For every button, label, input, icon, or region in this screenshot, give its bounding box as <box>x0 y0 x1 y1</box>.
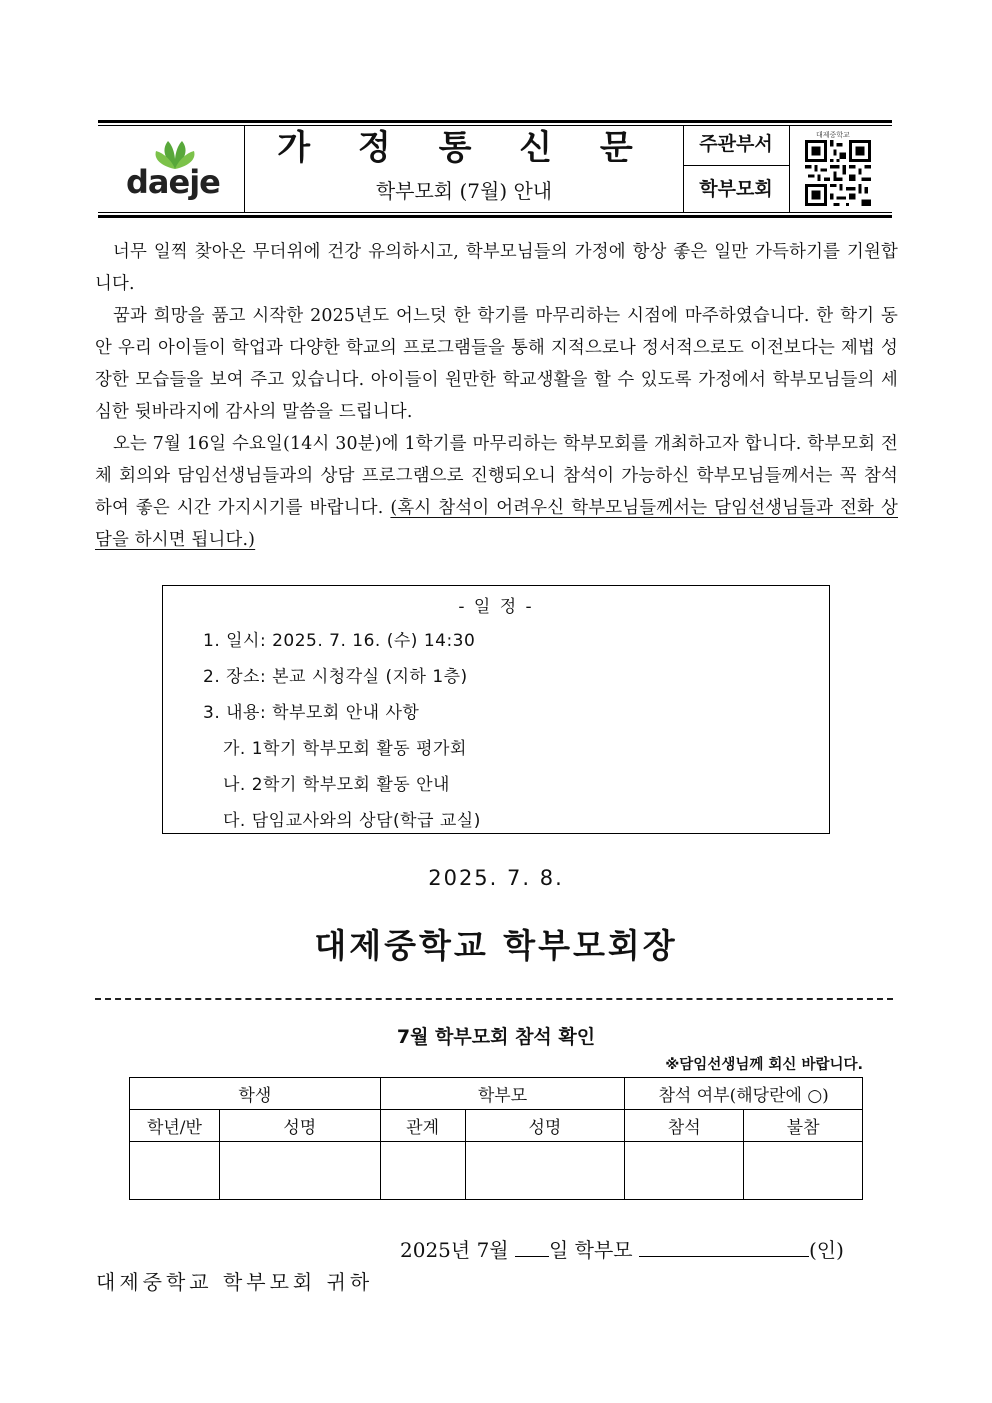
schedule-box <box>162 585 830 834</box>
cut-line <box>95 998 893 1000</box>
paragraph-semester: 꿈과 희망을 품고 시작한 2025년도 어느덧 한 학기를 마무리하는 시점에 마주하였습니다. 한 학기 동안 우리 아이들이 학업과 다양한 학교의 프로그램들을 통해 지적으로나 정서적으로도 이전보다는 제법 성장한 모습들을 보여 주고 있습니다. 아이들이 원만한 학교생활을 할 수 있도록 가정에서 학부모님들의 세심한 뒷바라지에 감사의 말씀을 드립니다. <box>95 306 898 422</box>
page-title: 가 정 통 신 문 <box>277 128 651 168</box>
schedule-subitem: 다. 담임교사와의 상담(학급 교실) <box>223 811 481 831</box>
signer: 대제중학교 학부모회장 <box>314 926 678 965</box>
schedule-title: - 일 정 - <box>458 597 534 617</box>
confirm-note: ※담임선생님께 회신 바랍니다. <box>665 1057 863 1073</box>
attendance-table <box>129 1077 863 1200</box>
dept-label: 주관부서 <box>699 133 773 155</box>
signature-line <box>400 1234 900 1263</box>
seal-mark: (인) <box>808 1238 844 1262</box>
schedule-subitem: 가. 1학기 학부모회 활동 평가회 <box>223 739 467 759</box>
schedule-subitem: 나. 2학기 학부모회 활동 안내 <box>223 775 450 795</box>
meeting-text: 오는 7월 16일 수요일(14시 30분)에 1학기를 마무리하는 학부모회를 개최하고자 합니다. 학부모회 전체 회의와 담임선생님들과의 상담 프로그램으로 진행되오니 참석이 가능하신 학부모님들께서는 꼭 참석하여 좋은 시간 가지시기를 바랍니다. <box>95 434 898 518</box>
header-bottom-border-thin <box>98 212 892 213</box>
page-subtitle: 학부모회 (7월) 안내 <box>375 179 553 203</box>
attend-field[interactable] <box>625 1142 744 1200</box>
qr-caption: 대제중학교 <box>816 131 850 139</box>
grade-class-field[interactable] <box>130 1142 220 1200</box>
phone-consult-note: (혹시 참석이 어려우신 학부모님들께서는 담임선생님들과 전화 상담을 하시면 됩니다.) <box>95 498 898 550</box>
confirm-title: 7월 학부모회 참석 확인 <box>396 1026 596 1048</box>
day-blank[interactable] <box>515 1238 549 1257</box>
signature-date-prefix: 2025년 7월 <box>400 1238 509 1262</box>
col-relation: 관계 <box>380 1110 465 1142</box>
parent-signature-blank[interactable] <box>639 1238 809 1257</box>
recipient: 대제중학교 학부모회 귀하 <box>96 1270 374 1294</box>
header-top-border <box>98 120 892 123</box>
paragraph-greeting: 너무 일찍 찾아온 무더위에 건강 유의하시고, 학부모님들의 가정에 항상 좋은 일만 가득하기를 기원합니다. <box>95 242 898 294</box>
col-student-name: 성명 <box>219 1110 380 1142</box>
absent-field[interactable] <box>744 1142 863 1200</box>
col-absent: 불참 <box>744 1110 863 1142</box>
letter-body <box>95 236 898 556</box>
schedule-item: 2. 장소: 본교 시청각실 (지하 1층) <box>203 667 468 687</box>
header-divider <box>789 125 790 213</box>
paragraph-meeting <box>95 428 898 556</box>
qr-code-icon <box>804 140 872 206</box>
parent-name-field[interactable] <box>465 1142 625 1200</box>
group-header-parent: 학부모 <box>380 1078 625 1110</box>
schedule-item: 1. 일시: 2025. 7. 16. (수) 14:30 <box>203 631 476 651</box>
qr-code[interactable] <box>802 130 870 206</box>
col-grade-class: 학년/반 <box>130 1110 220 1142</box>
schedule-item: 3. 내용: 학부모회 안내 사항 <box>203 703 420 723</box>
group-header-attendance: 참석 여부(해당란에 ○) <box>625 1078 863 1110</box>
group-header-student: 학생 <box>130 1078 381 1110</box>
col-parent-name: 성명 <box>465 1110 625 1142</box>
dept-value: 학부모회 <box>699 178 773 200</box>
col-attend: 참석 <box>625 1110 744 1142</box>
issue-date: 2025. 7. 8. <box>428 866 564 890</box>
logo-wordmark: daeje <box>126 163 220 201</box>
signature-day-label: 일 학부모 <box>548 1238 633 1262</box>
header-bottom-border <box>98 215 892 218</box>
school-logo <box>120 135 230 205</box>
student-name-field[interactable] <box>219 1142 380 1200</box>
relation-field[interactable] <box>380 1142 465 1200</box>
